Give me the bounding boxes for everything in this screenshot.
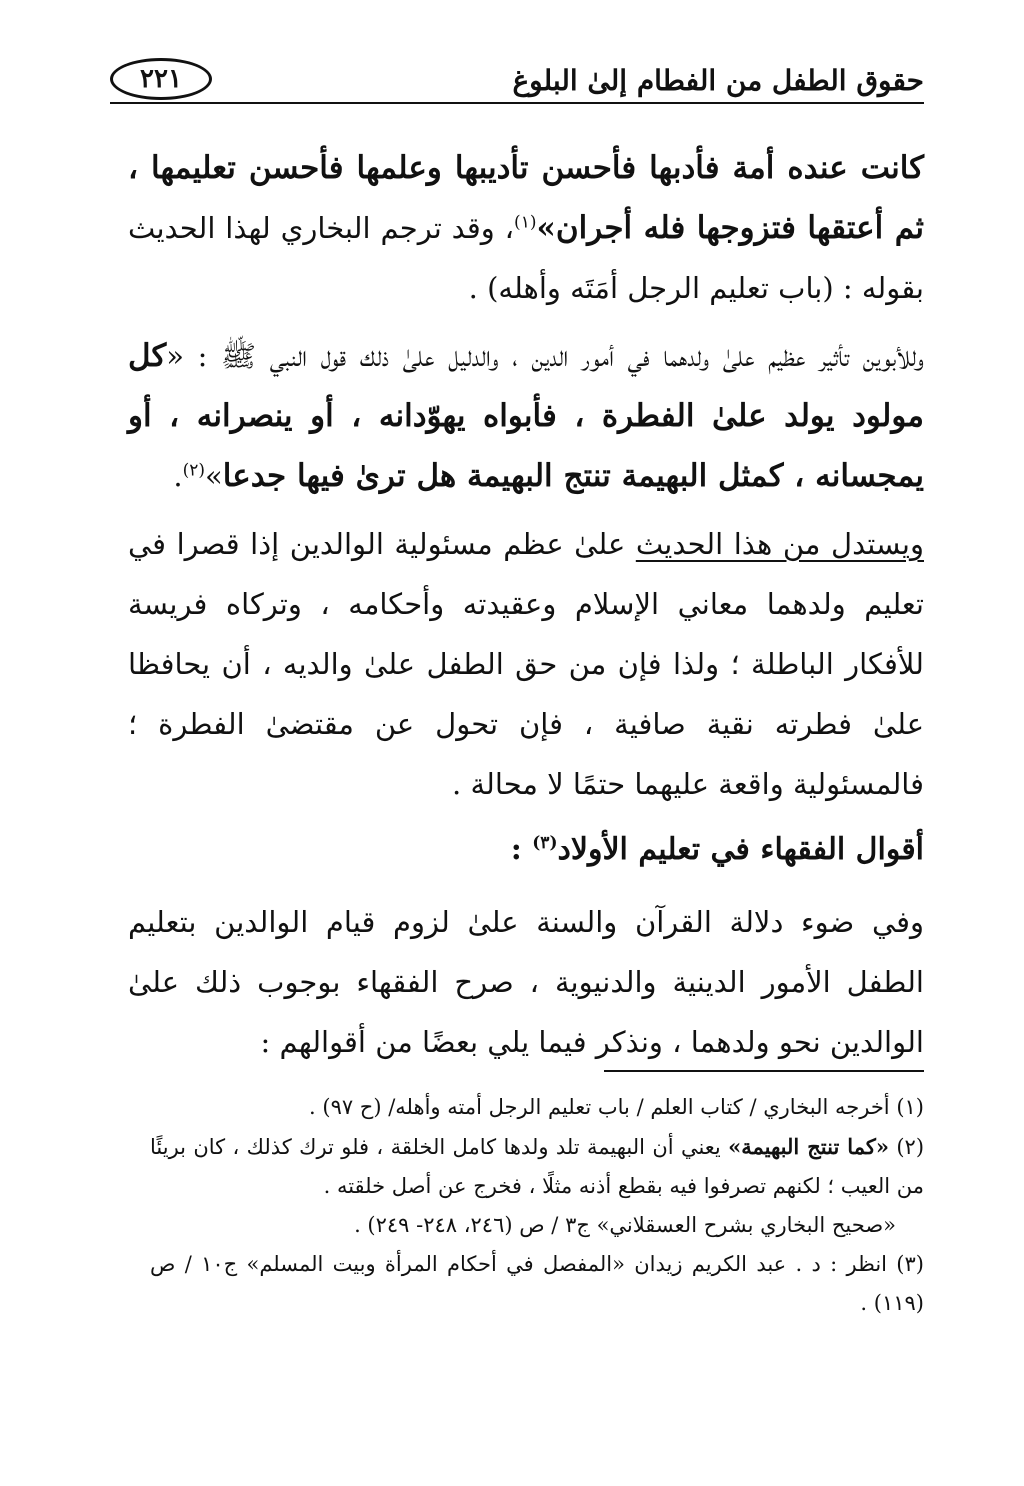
section-heading-text: أقوال الفقهاء في تعليم الأولاد [557,832,924,867]
paragraph-2-end: . [173,459,183,493]
paragraph-1 [128,138,924,318]
footnote-ref-3: (٣) [532,833,558,853]
header-rule [110,102,924,104]
paragraph-2-intro: وللأبوين تأثير عظيم علىٰ ولدهما في أمور الدين ، والدليل علىٰ ذلك قول النبي ﷺ : « [166,339,924,373]
paragraph-3-rest: علىٰ عظم مسئولية الوالدين إذا قصرا في تعليم ولدهما معاني الإسلام وعقيدته وأحكامه ، وتركاه فريسة للأفكار الباطلة ؛ ولذا فإن من حق الطفل علىٰ والديه ، أن يحافظا علىٰ فطرته نقية صافية ، فإن تحول عن مقتضىٰ الفطرة ؛ فالمسئولية واقعة عليهما حتمًا لا محالة . [128,527,924,801]
underlined-phrase: ويستدل من هذا الحديث [635,527,924,561]
paragraph-3 [128,514,924,814]
hadith-quote-bold: كل مولود يولد علىٰ الفطرة ، فأبواه يهوّدانه ، أو ينصرانه ، أو يمجسانه ، كمثل البهيمة تنتج البهيمة هل ترىٰ فيها جدعا [128,338,924,494]
footnote-2-source: «صحيح البخاري بشرح العسقلاني» ج٣ / ص (٢٤٦، ٢٤٨- ٢٤٩) . [354,1213,896,1237]
page-number: ٢٢١ [110,58,212,100]
footnote-2-number: (٢) [888,1135,925,1159]
paragraph-2 [128,326,924,506]
footnote-separator [604,1070,924,1072]
footnote-2 [150,1127,924,1245]
footnote-ref-2: (٢) [182,460,206,481]
footnote-1: (١) أخرجه البخاري / كتاب العلم / باب تعليم الرجل أمته وأهله/ (ح ٩٧) . [309,1095,924,1119]
footnote-ref-1: (١) [514,212,537,233]
footnotes [150,1088,924,1323]
heading-colon: : [510,832,533,867]
page-header [110,52,924,108]
footnote-3: (٣) انظر : د . عبد الكريم زيدان «المفصل في أحكام المرأة وبيت المسلم» ج١٠ / ص (١١٩) . [150,1252,924,1315]
hadith-text-bold: كانت عنده أمة فأدبها فأحسن تأديبها وعلمها فأحسن تعليمها ، ثم أعتقها فتزوجها فله أجران» [128,150,925,246]
footnote-2-bold: «كما تنتج البهيمة» [728,1134,889,1159]
main-text [128,138,924,1080]
paragraph-4: وفي ضوء دلالة القرآن والسنة علىٰ لزوم قيام الوالدين بتعليم الطفل الأمور الدينية والدنيوية ، صرح الفقهاء بوجوب ذلك علىٰ الوالدين نحو ولدهما ، ونذكر فيما يلي بعضًا من أقوالهم : [128,905,924,1059]
quote-close: » [205,459,223,493]
running-title: حقوق الطفل من الفطام إلىٰ البلوغ [512,64,924,97]
section-heading [128,822,924,878]
footnote-2-text: يعني أن البهيمة تلد ولدها كامل الخلقة ، فلو ترك كذلك ، كان بريئًا من العيب ؛ لكنهم تصرفوا فيه بقطع أذنه مثلًا ، فخرج عن أصل خلقته . [150,1135,924,1198]
paragraph-1-rest: ، وقد ترجم البخاري لهذا الحديث بقوله : (باب تعليم الرجل أمَتَه وأهله) . [128,211,924,305]
